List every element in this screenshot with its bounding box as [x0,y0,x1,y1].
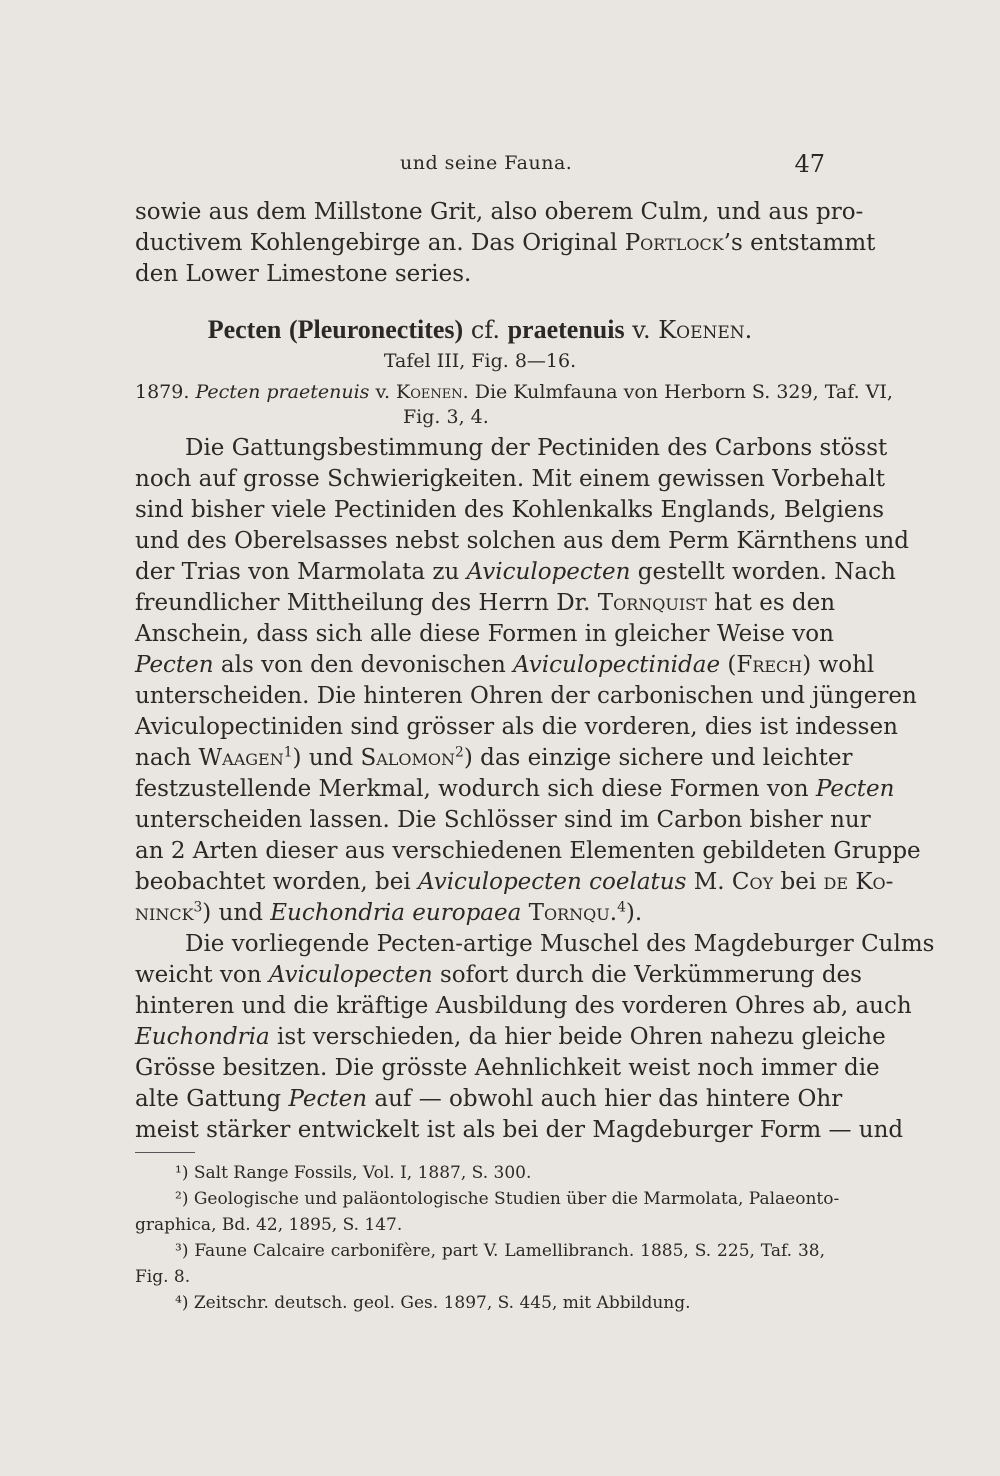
text-line: meist stärker entwickelt ist als bei der Magdeburger Form — und [135,1117,904,1143]
text-line: nach Waagen$^1$) und Salomon$^2$) das einzige sichere und leichter [135,744,853,771]
species-heading: Pecten (Pleuronectites) cf. praetenuis v. Koenen. [207,315,753,344]
footnote: ²) Geologische und paläontologische Studien über die Marmolata, Palaeonto- [175,1189,840,1209]
text-line: der Trias von Marmolata zu Aviculopecten gestellt worden. Nach [135,559,896,585]
footnote-divider [135,1152,195,1153]
plate-reference: Tafel III, Fig. 8—16. [383,350,577,372]
paragraph-genus-determination [135,433,921,929]
text-line: sowie aus dem Millstone Grit, also oberem Culm, und aus pro- [135,199,864,225]
text-line: ductivem Kohlengebirge an. Das Original Portlock’s entstammt [135,230,876,256]
synonymy-line: 1879. Pecten praetenuis v. Koenen. Die Kulmfauna von Herborn S. 329, Taf. VI, [135,381,893,403]
text-line: hinteren und die kräftige Ausbildung des vorderen Ohres ab, auch [135,993,912,1019]
text-line: unterscheiden. Die hinteren Ohren der carbonischen und jüngeren [135,683,917,709]
paragraph-comparison [135,929,935,1146]
page-header [135,150,825,180]
text-line: den Lower Limestone series. [135,261,472,287]
footnote-continuation: Fig. 8. [135,1267,191,1287]
running-title: und seine Fauna. [400,152,573,174]
text-line: Grösse besitzen. Die grösste Aehnlichkeit weist noch immer die [135,1055,880,1081]
text-line: weicht von Aviculopecten sofort durch die Verkümmerung des [135,962,862,988]
synonymy-line: Fig. 3, 4. [403,406,489,428]
footnote: ³) Faune Calcaire carbonifère, part V. Lamellibranch. 1885, S. 225, Taf. 38, [175,1241,825,1261]
footnote-continuation: graphica, Bd. 42, 1895, S. 147. [135,1215,403,1235]
text-line: Die Gattungsbestimmung der Pectiniden des Carbons stösst [185,435,888,461]
text-line: noch auf grosse Schwierigkeiten. Mit einem gewissen Vorbehalt [135,466,885,492]
text-line: und des Oberelsasses nebst solchen aus dem Perm Kärnthens und [135,528,909,554]
text-line: an 2 Arten dieser aus verschiedenen Elementen gebildeten Gruppe [135,838,921,864]
page-number: 47 [794,150,825,178]
text-line: alte Gattung Pecten auf — obwohl auch hier das hintere Ohr [135,1086,843,1112]
text-line: festzustellende Merkmal, wodurch sich diese Formen von Pecten [135,776,895,802]
text-line: Euchondria ist verschieden, da hier beide Ohren nahezu gleiche [135,1024,886,1050]
footnote: ¹) Salt Range Fossils, Vol. I, 1887, S. 300. [175,1163,532,1183]
text-line: sind bisher viele Pectiniden des Kohlenkalks Englands, Belgiens [135,497,885,523]
text-line: freundlicher Mittheilung des Herrn Dr. Tornquist hat es den [135,590,836,616]
text-line: beobachtet worden, bei Aviculopecten coelatus M. Coy bei de Ko- [135,869,894,895]
text-line: Pecten als von den devonischen Aviculopectinidae (Frech) wohl [135,652,875,678]
text-line: Die vorliegende Pecten-artige Muschel des Magdeburger Culms [185,931,935,957]
intro-paragraph [135,197,876,290]
footnotes [135,1160,840,1316]
text-line: unterscheiden lassen. Die Schlösser sind im Carbon bisher nur [135,807,871,833]
text-line: Anschein, dass sich alle diese Formen in gleicher Weise von [135,621,834,647]
text-line: ninck$^3$) und Euchondria europaea Tornqu.$^4$). [135,899,643,926]
synonymy-entry [135,380,893,430]
footnote: ⁴) Zeitschr. deutsch. geol. Ges. 1897, S. 445, mit Abbildung. [175,1293,691,1313]
text-line: Aviculopectiniden sind grösser als die vorderen, dies ist indessen [135,714,898,740]
